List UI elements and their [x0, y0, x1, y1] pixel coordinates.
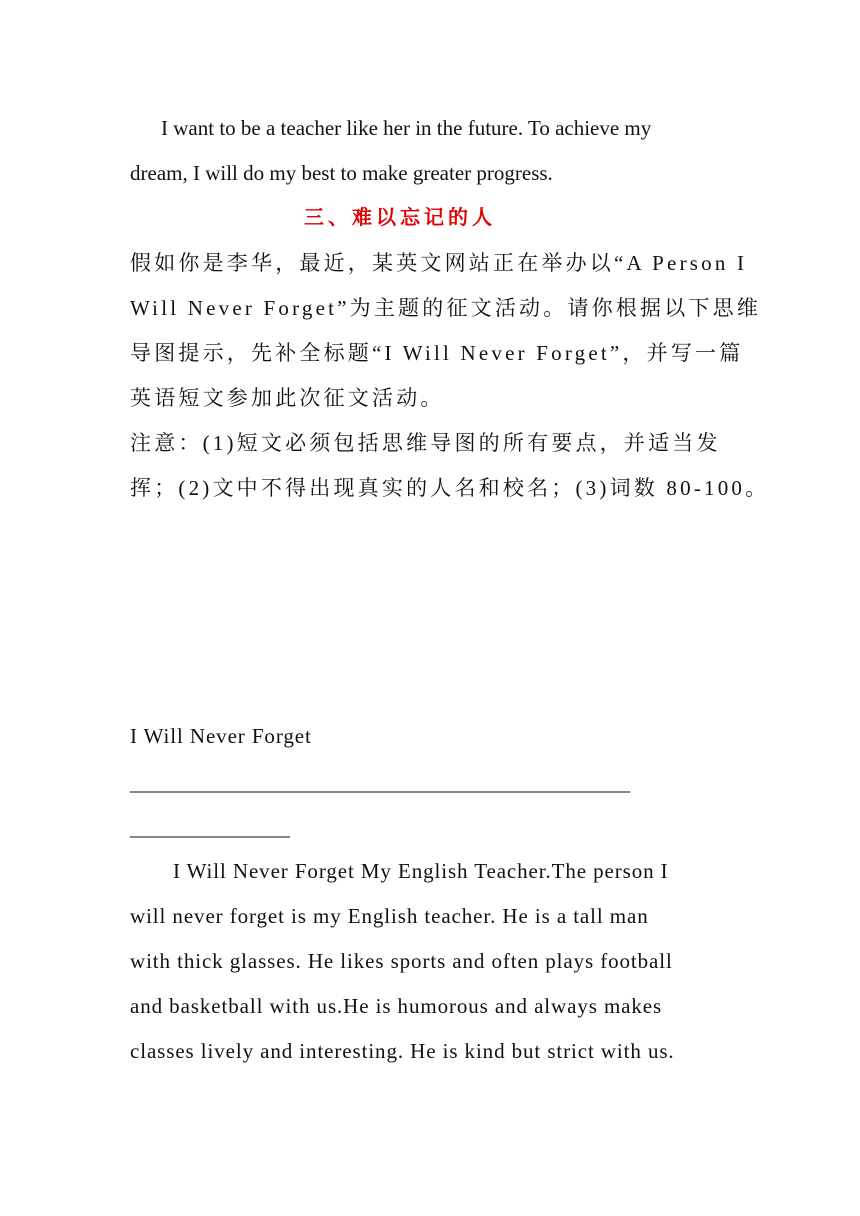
section-heading: 三、难以忘记的人 [304, 205, 496, 229]
essay-line-5: classes lively and interesting. He is kind but strict with us. [130, 1039, 675, 1063]
prompt-line-2: Will Never Forget”为主题的征文活动。请你根据以下思维 [130, 296, 762, 320]
prompt-line-6: 挥；(2)文中不得出现真实的人名和校名；(3)词数 80-100。 [130, 476, 770, 500]
intro-line-1: I want to be a teacher like her in the future. To achieve my [161, 116, 652, 140]
blank-title-line-1: __________________________________________________ [130, 773, 630, 795]
prompt-line-4: 英语短文参加此次征文活动。 [130, 386, 445, 410]
blank-title-line-2: ________________ [130, 818, 290, 840]
prompt-line-3: 导图提示，先补全标题“I Will Never Forget”，并写一篇 [130, 341, 744, 365]
essay-line-2: will never forget is my English teacher. He is a tall man [130, 904, 649, 928]
prompt-line-5: 注意：(1)短文必须包括思维导图的所有要点，并适当发 [130, 431, 721, 455]
essay-line-3: with thick glasses. He likes sports and often plays football [130, 949, 673, 973]
essay-title-label: I Will Never Forget [130, 724, 312, 748]
essay-line-1: I Will Never Forget My English Teacher.The person I [173, 859, 669, 883]
prompt-line-1: 假如你是李华，最近，某英文网站正在举办以“A Person I [130, 251, 748, 275]
intro-line-2: dream, I will do my best to make greater progress. [130, 161, 553, 185]
essay-line-4: and basketball with us.He is humorous and always makes [130, 994, 663, 1018]
